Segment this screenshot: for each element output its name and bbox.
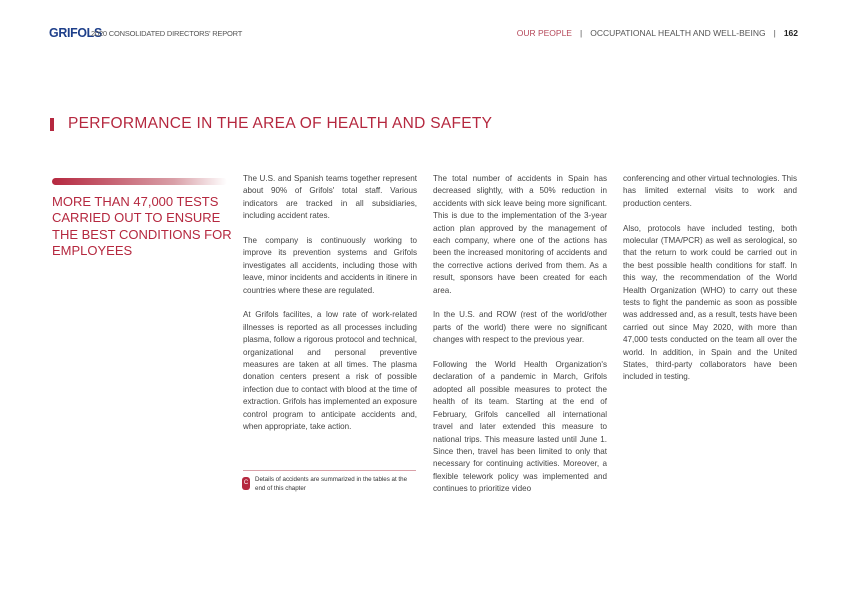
text-column-1 xyxy=(243,173,417,446)
chapter-reference-icon: C xyxy=(242,477,250,490)
footnote: Details of accidents are summarized in the tables at the end of this chapter xyxy=(255,476,408,492)
separator: | xyxy=(773,28,776,38)
paragraph: The company is continuously working to improve its prevention systems and Grifols investigates all accidents, including those with leave, minor incidents and accidents in itinere in countries where these are regulated. xyxy=(243,236,417,295)
highlight-callout: MORE THAN 47,000 TESTS CARRIED OUT TO ENSURE THE BEST CONDITIONS FOR EMPLOYEES xyxy=(52,194,232,258)
title-accent-bar xyxy=(50,118,54,131)
paragraph: The U.S. and Spanish teams together represent about 90% of Grifols' total staff. Various indicators are tracked in all subsidiaries, including accident rates. xyxy=(243,174,417,221)
breadcrumb-section[interactable]: OUR PEOPLE xyxy=(516,28,572,38)
breadcrumb xyxy=(517,28,798,38)
report-title: 2020 CONSOLIDATED DIRECTORS' REPORT xyxy=(91,29,243,38)
separator: | xyxy=(579,28,583,38)
gradient-divider xyxy=(52,178,227,185)
text-column-2 xyxy=(433,173,607,508)
breadcrumb-subsection[interactable]: OCCUPATIONAL HEALTH AND WELL-BEING xyxy=(590,28,766,38)
page-number: 162 xyxy=(783,28,798,38)
text-column-3 xyxy=(623,173,797,396)
note-divider xyxy=(243,470,416,471)
paragraph: In the U.S. and ROW (rest of the world/other parts of the world) there were no significant changes with respect to the previous year. xyxy=(433,310,607,345)
paragraph: Also, protocols have included testing, both molecular (TMA/PCR) as well as serological, so that the return to work could be carried out in the best possible health conditions for staff. In this way, the recommendation of the World Health Organization (WHO) to carry out these tests to fight the pandemic as soon as possible was addressed and, as a result, tests have been carried out since May 2020, with more than 47,000 tests conducted on the team all over the world. In addition, in Spain and the United States, third-party collaborators have been included in testing. xyxy=(623,223,797,382)
page-title: PERFORMANCE IN THE AREA OF HEALTH AND SAFETY xyxy=(68,115,493,132)
paragraph: conferencing and other virtual technologies. This has limited external visits to work and production centers. xyxy=(623,174,797,208)
paragraph: The total number of accidents in Spain has decreased slightly, with a 50% reduction in accidents with sick leave being more significant. This is due to the implementation of the 3-year action plan approved by the management of each company, where one of the actions has been the increased monitoring of accidents and the corrective actions derived from them. As a result, sponsors have been created for each area. xyxy=(433,174,607,295)
paragraph: At Grifols facilites, a low rate of work-related illnesses is reported as all processes including plasma, follow a rigorous protocol and technical, organizational and personal preventive measures are taken at all times. The plasma donation centers present a risk of possible infection due to contact with blood at the time of extraction. Grifols has implemented an exposure control program to anticipate accidents and, when appropriate, take action. xyxy=(243,310,417,432)
paragraph: Following the World Health Organization's declaration of a pandemic in March, Grifols adopted all possible measures to protect the health of its team. Starting at the end of February, Grifols cancelled all international travel and later extended this measure to national trips. This measure lasted until June 1. Since then, travel has been limited to only that necessary for continuing activities. Moreover, a flexible telework policy was implemented and continues to prioritize video xyxy=(433,360,607,494)
grifols-logo: GRIFOLS xyxy=(49,25,102,40)
